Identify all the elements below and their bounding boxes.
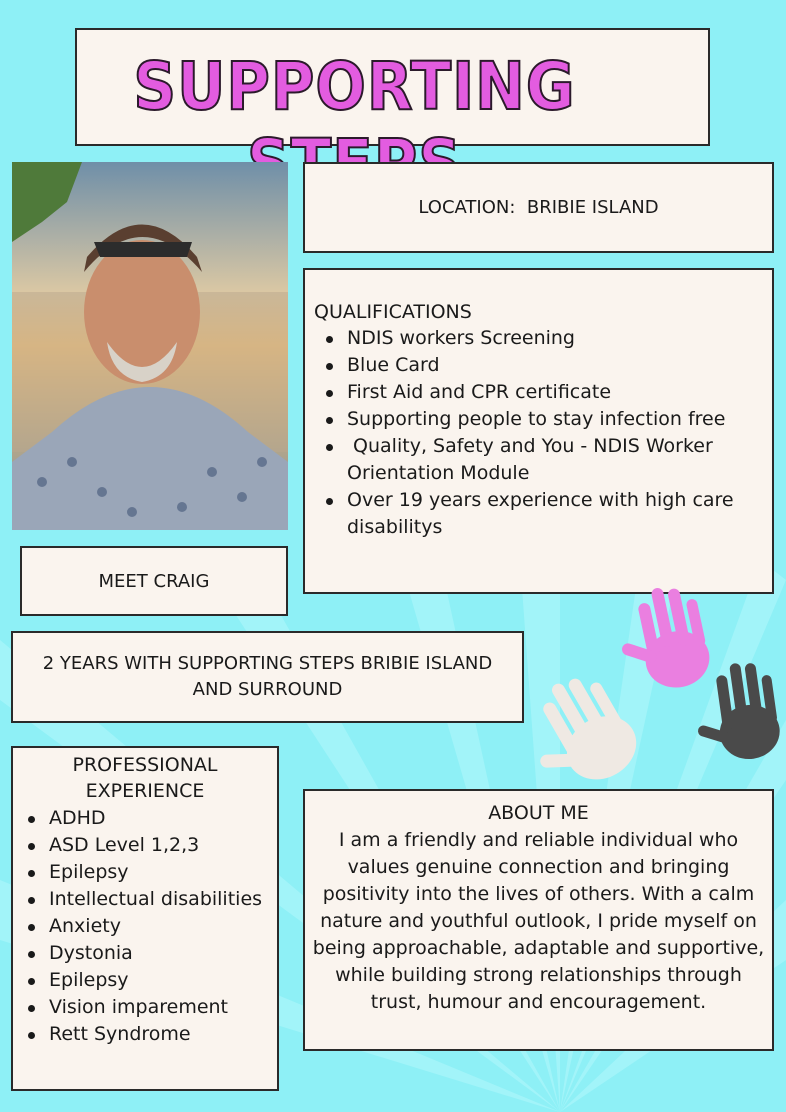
about-me-card [303, 789, 774, 1051]
qualifications-card [303, 268, 774, 594]
list-item: Blue Card [313, 352, 752, 379]
list-item: Intellectual disabilities [15, 886, 273, 913]
white-handprint-icon [522, 670, 657, 795]
list-item: NDIS workers Screening [313, 325, 752, 352]
location-text: LOCATION: BRIBIE ISLAND [418, 197, 659, 218]
list-item: Over 19 years experience with high care disabilitys [313, 487, 752, 541]
years-card [11, 631, 524, 723]
profile-photo [12, 162, 288, 530]
title-banner [75, 28, 710, 146]
list-item: ADHD [15, 805, 273, 832]
professional-list [15, 805, 273, 1048]
list-item: First Aid and CPR certificate [313, 379, 752, 406]
qualifications-list [313, 325, 752, 541]
meet-text: MEET CRAIG [98, 570, 210, 592]
page-title: SUPPORTING [133, 48, 576, 125]
meet-card [20, 546, 288, 616]
qualifications-heading: QUALIFICATIONS [314, 301, 472, 323]
list-item: Dystonia [15, 940, 273, 967]
list-item: Epilepsy [15, 859, 273, 886]
list-item: ASD Level 1,2,3 [15, 832, 273, 859]
professional-heading: PROFESSIONAL EXPERIENCE [72, 754, 218, 802]
list-item: Epilepsy [15, 967, 273, 994]
dark-handprint-icon [695, 655, 786, 770]
professional-experience-card [11, 746, 279, 1091]
list-item: Anxiety [15, 913, 273, 940]
about-heading: ABOUT ME [488, 802, 589, 824]
years-text: 2 YEARS WITH SUPPORTING STEPS BRIBIE ISLAND AND SURROUND [42, 653, 493, 700]
list-item: Supporting people to stay infection free [313, 406, 752, 433]
list-item: Rett Syndrome [15, 1021, 273, 1048]
list-item: Quality, Safety and You - NDIS Worker Orientation Module [313, 433, 752, 487]
list-item: Vision imparement [15, 994, 273, 1021]
location-card [303, 162, 774, 253]
about-text: I am a friendly and reliable individual who values genuine connection and bringing positivity into the lives of others. With a calm nature and youthful outlook, I pride myself on being approachable, adaptable and supportive, while building strong relationships through trust, humour and encouragement. [312, 829, 765, 1013]
